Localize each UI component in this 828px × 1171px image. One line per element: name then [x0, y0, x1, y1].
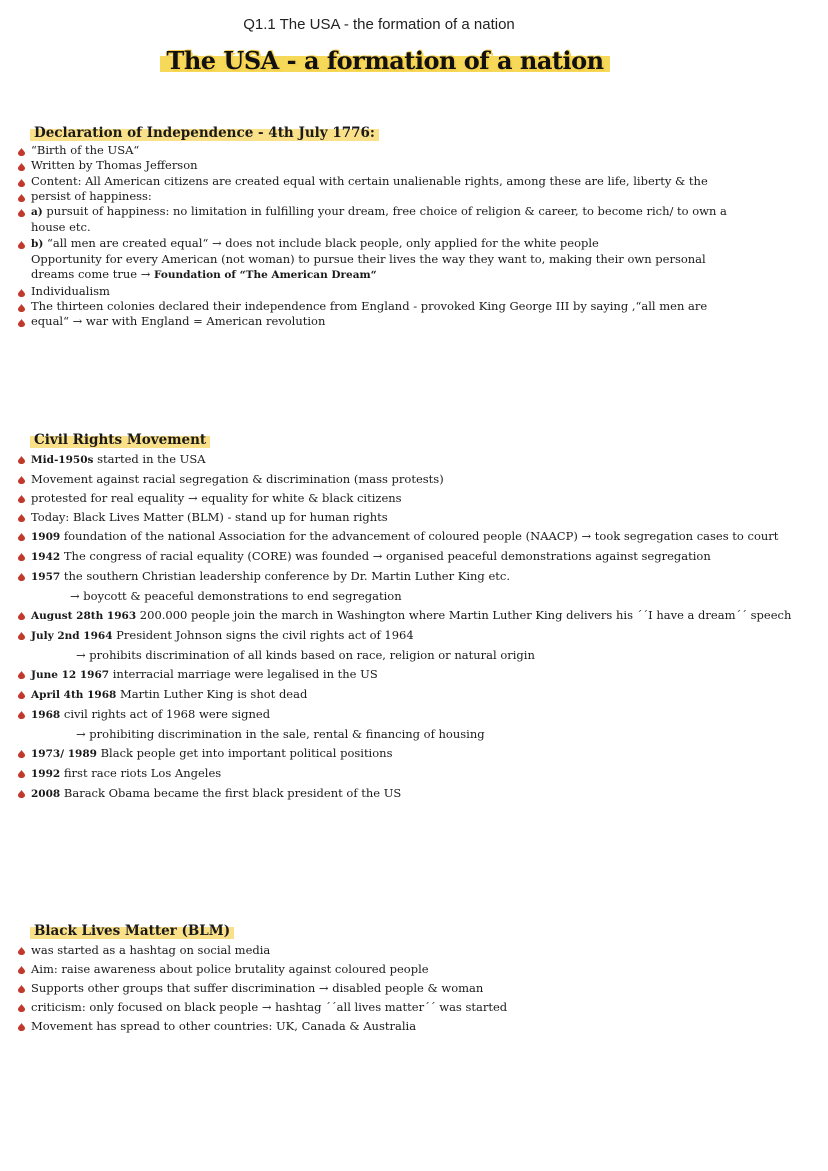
item-date: 1968: [31, 709, 61, 721]
bullet-icon: [18, 947, 25, 954]
item-text: interracial marriage were legalised in the US: [109, 667, 378, 681]
item-date: August 28th 1963: [31, 610, 137, 622]
bullet-icon: [18, 612, 25, 619]
list-item: [18, 1017, 818, 1036]
bullet-icon: [18, 985, 25, 992]
list-item: [18, 314, 818, 329]
item-text: The congress of racial equality (CORE) was founded → organised peaceful demonstrations against segregation: [60, 549, 711, 563]
item-text: dreams come true →: [31, 267, 154, 282]
item-text: → prohibiting discrimination in the sale, rental & financing of housing: [76, 727, 485, 741]
bullet-icon: [18, 533, 25, 540]
item-text: Content: All American citizens are created equal with certain unalienable rights, among these are life, liberty & the: [31, 173, 708, 188]
bullet-icon: [18, 790, 25, 797]
list-item: [18, 450, 818, 470]
item-text: → boycott & peaceful demonstrations to end segregation: [70, 589, 402, 603]
bullet-icon: [18, 711, 25, 718]
declaration-section: [18, 122, 818, 330]
civil-rights-list: [18, 450, 818, 804]
item-text: the southern Christian leadership conference by Dr. Martin Luther King etc.: [60, 569, 510, 583]
item-text: “Birth of the USA“: [31, 143, 140, 157]
bullet-icon: [18, 1004, 25, 1011]
bullet-icon: [18, 495, 25, 502]
list-item: [18, 267, 818, 283]
bullet-icon: [18, 209, 25, 216]
bullet-icon: [18, 750, 25, 757]
list-item: [18, 998, 818, 1017]
bullet-icon: [18, 632, 25, 639]
list-item: [18, 784, 818, 804]
item-text: The thirteen colonies declared their independence from England - provoked King George III by saying ,“all men are: [31, 298, 708, 313]
bullet-icon: [18, 691, 25, 698]
list-item: [18, 143, 818, 158]
list-item: [18, 685, 818, 705]
item-text: Barack Obama became the first black president of the US: [60, 786, 402, 800]
page-title-text: The USA - a formation of a nation: [160, 46, 609, 75]
bullet-icon: [18, 1023, 25, 1030]
list-item: [18, 725, 818, 744]
item-text: Martin Luther King is shot dead: [116, 687, 308, 701]
list-item: [18, 547, 818, 567]
bullet-icon: [18, 319, 25, 326]
declaration-list: [18, 143, 818, 330]
item-text: Individualism: [31, 283, 110, 298]
bullet-icon: [18, 671, 25, 678]
list-item: [18, 489, 818, 508]
list-item: [18, 299, 818, 314]
civil-rights-section: [18, 429, 818, 804]
bullet-icon: [18, 241, 25, 248]
item-date: June 12 1967: [31, 669, 110, 681]
item-text: started in the USA: [93, 452, 206, 466]
bullet-icon: [18, 573, 25, 580]
bullet-icon: [18, 514, 25, 521]
item-date: 1973/ 1989: [31, 748, 97, 760]
page-header: Q1.1 The USA - the formation of a nation: [243, 16, 515, 33]
list-item: [18, 606, 818, 626]
item-date: April 4th 1968: [31, 689, 117, 701]
bullet-icon: [18, 163, 25, 170]
list-item: [18, 284, 818, 299]
item-text: Supports other groups that suffer discrimination → disabled people & woman: [31, 981, 484, 995]
list-item: [18, 979, 818, 998]
list-item: [18, 744, 818, 764]
bullet-icon: [18, 456, 25, 463]
item-text: persist of happiness:: [31, 188, 152, 203]
list-item: [18, 764, 818, 784]
item-text: Movement against racial segregation & discrimination (mass protests): [31, 472, 444, 486]
item-text: Aim: raise awareness about police brutality against coloured people: [31, 962, 429, 976]
list-item: [18, 204, 818, 220]
list-item: [18, 941, 818, 960]
item-text: foundation of the national Association for the advancement of coloured people (NAACP) → took segregation cases to court: [60, 529, 779, 543]
item-text: house etc.: [31, 220, 91, 235]
list-item: [18, 665, 818, 685]
list-item: [18, 626, 818, 646]
bullet-icon: [18, 476, 25, 483]
item-date: 1957: [31, 571, 61, 583]
item-text: 200.000 people join the march in Washington where Martin Luther King delivers his ´´I have a dream´´ speech: [136, 608, 792, 622]
bullet-icon: [18, 289, 25, 296]
list-item: [18, 470, 818, 489]
bullet-icon: [18, 304, 25, 311]
bullet-icon: [18, 553, 25, 560]
item-date: 1992: [31, 768, 61, 780]
list-item: [18, 646, 818, 665]
item-text: Today: Black Lives Matter (BLM) - stand up for human rights: [31, 510, 388, 524]
item-text: “all men are created equal“ → does not include black people, only applied for the white people: [43, 235, 599, 250]
item-text: first race riots Los Angeles: [60, 766, 222, 780]
item-emphasis: Foundation of “The American Dream“: [154, 269, 377, 282]
declaration-heading: Declaration of Independence - 4th July 1776:: [30, 125, 379, 141]
item-text: Black people get into important political positions: [96, 746, 393, 760]
item-text: was started as a hashtag on social media: [31, 943, 271, 957]
list-item: [18, 567, 818, 587]
list-item: [18, 587, 818, 606]
page-title: [0, 46, 770, 75]
list-item: [18, 158, 818, 173]
item-text: civil rights act of 1968 were signed: [60, 707, 271, 721]
item-date: 1909: [31, 531, 61, 543]
list-item: [18, 220, 818, 235]
civil-rights-heading: Civil Rights Movement: [30, 432, 210, 448]
bullet-icon: [18, 770, 25, 777]
list-item: [18, 236, 818, 252]
list-item: [18, 252, 818, 267]
blm-heading: Black Lives Matter (BLM): [30, 923, 234, 939]
list-item: [18, 527, 818, 547]
item-date: b): [31, 237, 44, 250]
list-item: [18, 508, 818, 527]
bullet-icon: [18, 966, 25, 973]
bullet-icon: [18, 194, 25, 201]
bullet-icon: [18, 179, 25, 186]
item-text: Movement has spread to other countries: UK, Canada & Australia: [31, 1019, 417, 1033]
bullet-icon: [18, 148, 25, 155]
item-date: July 2nd 1964: [31, 630, 113, 642]
item-date: 2008: [31, 788, 61, 800]
blm-section: [18, 920, 818, 1036]
item-text: pursuit of happiness: no limitation in fulfilling your dream, free choice of religion & career, to become rich/ to own a: [42, 204, 727, 219]
item-text: equal“ → war with England = American revolution: [31, 314, 326, 329]
list-item: [18, 174, 818, 189]
blm-list: [18, 941, 818, 1036]
item-date: Mid-1950s: [31, 454, 94, 466]
item-text: President Johnson signs the civil rights act of 1964: [112, 628, 414, 642]
list-item: [18, 705, 818, 725]
item-date: a): [31, 206, 43, 219]
item-text: → prohibits discrimination of all kinds based on race, religion or natural origin: [76, 648, 535, 662]
item-text: criticism: only focused on black people → hashtag ´´all lives matter´´ was started: [31, 1000, 508, 1014]
list-item: [18, 189, 818, 204]
item-text: Opportunity for every American (not woman) to pursue their lives the way they want to, making their own personal: [31, 252, 706, 267]
item-text: Written by Thomas Jefferson: [31, 158, 198, 173]
list-item: [18, 960, 818, 979]
item-text: protested for real equality → equality for white & black citizens: [31, 491, 402, 505]
item-date: 1942: [31, 551, 61, 563]
